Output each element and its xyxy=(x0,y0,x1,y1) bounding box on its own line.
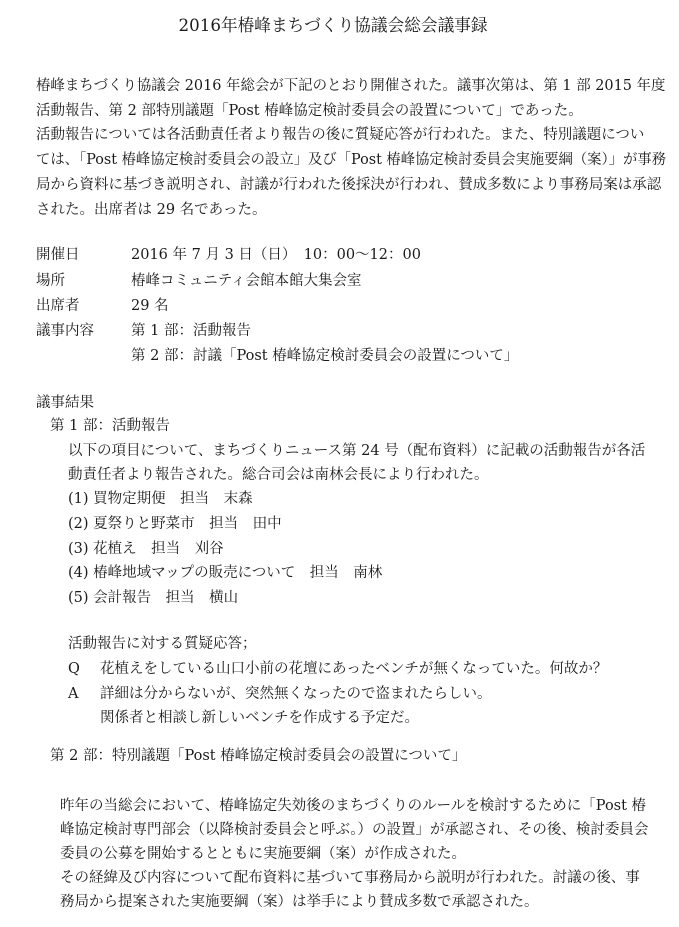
question-mark: Q xyxy=(68,661,80,677)
intro-line: 局から資料に基づき説明され、討議が行われた後採決が行われ、賛成多数により事務局案は承認 xyxy=(36,177,662,193)
results-heading: 議事結果 xyxy=(36,395,94,411)
date-value: 2016 年 7 月 3 日（日） 10：00～12：00 xyxy=(131,247,421,263)
part2-heading: 第 2 部：特別議題「Post 椿峰協定検討委員会の設置について」 xyxy=(50,748,467,764)
intro-line: 活動報告、第 2 部特別議題「Post 椿峰協定検討委員会の設置について」であった。 xyxy=(36,103,583,119)
report-item: (4) 椿峰地域マップの販売について 担当 南林 xyxy=(68,565,383,581)
intro-line: 椿峰まちづくり協議会 2016 年総会が下記のとおり開催された。議事次第は、第 1 部 2015 年度 xyxy=(36,78,666,94)
part2-line: 委員の公募を開始するとともに実施要綱（案）が作成された。 xyxy=(60,846,466,862)
date-label: 開催日 xyxy=(36,247,80,263)
qa-heading: 活動報告に対する質疑応答； xyxy=(68,636,257,652)
place-label: 場所 xyxy=(36,273,65,289)
part1-heading: 第 1 部：活動報告 xyxy=(50,418,170,434)
part2-line: その経緯及び内容について配布資料に基づいて事務局から説明が行われた。討議の後、事 xyxy=(60,870,640,886)
intro-line: 活動報告については各活動責任者より報告の後に質疑応答が行われた。また、特別議題につい xyxy=(36,127,645,143)
answer-mark: A xyxy=(68,686,79,702)
part2-line: 峰協定検討専門部会（以降検討委員会と呼ぶ。）の設置」が承認され、その後、検討委員会 xyxy=(60,822,649,838)
report-item: (1) 買物定期便 担当 末森 xyxy=(68,491,253,507)
report-item: (5) 会計報告 担当 横山 xyxy=(68,590,239,606)
attendees-label: 出席者 xyxy=(36,298,80,314)
place-value: 椿峰コミュニティ会館本館大集会室 xyxy=(131,273,362,289)
intro-line: ては、「Post 椿峰協定検討委員会の設立」及び「Post 椿峰協定検討委員会実施要綱（案）」が事務 xyxy=(36,152,667,168)
part2-line: 務局から提案された実施要綱（案）は挙手により賛成多数で承認された。 xyxy=(60,894,539,910)
agenda-label: 議事内容 xyxy=(36,323,94,339)
part2-line: 昨年の当総会において、椿峰協定失効後のまちづくりのルールを検討するために「Post 椿 xyxy=(60,798,647,814)
part1-line: 以下の項目について、まちづくりニュース第 24 号（配布資料）に記載の活動報告が各活 xyxy=(68,443,646,459)
agenda-item: 第 1 部：活動報告 xyxy=(131,323,251,339)
report-item: (3) 花植え 担当 刈谷 xyxy=(68,541,224,557)
attendees-value: 29 名 xyxy=(131,298,169,314)
part1-line: 動責任者より報告された。総合司会は南林会長により行われた。 xyxy=(68,467,489,483)
agenda-item: 第 2 部：討議「Post 椿峰協定検討委員会の設置について」 xyxy=(131,348,519,364)
intro-line: された。出席者は 29 名であった。 xyxy=(36,202,267,218)
answer-text: 関係者と相談し新しいベンチを作成する予定だ。 xyxy=(100,710,419,726)
report-item: (2) 夏祭りと野菜市 担当 田中 xyxy=(68,516,282,532)
question-text: 花植えをしている山口小前の花壇にあったベンチが無くなっていた。何故か？ xyxy=(100,661,608,677)
document-title: 2016年椿峰まちづくり協議会総会議事録 xyxy=(178,16,488,36)
answer-text: 詳細は分からないが、突然無くなったので盗まれたらしい。 xyxy=(100,686,492,702)
